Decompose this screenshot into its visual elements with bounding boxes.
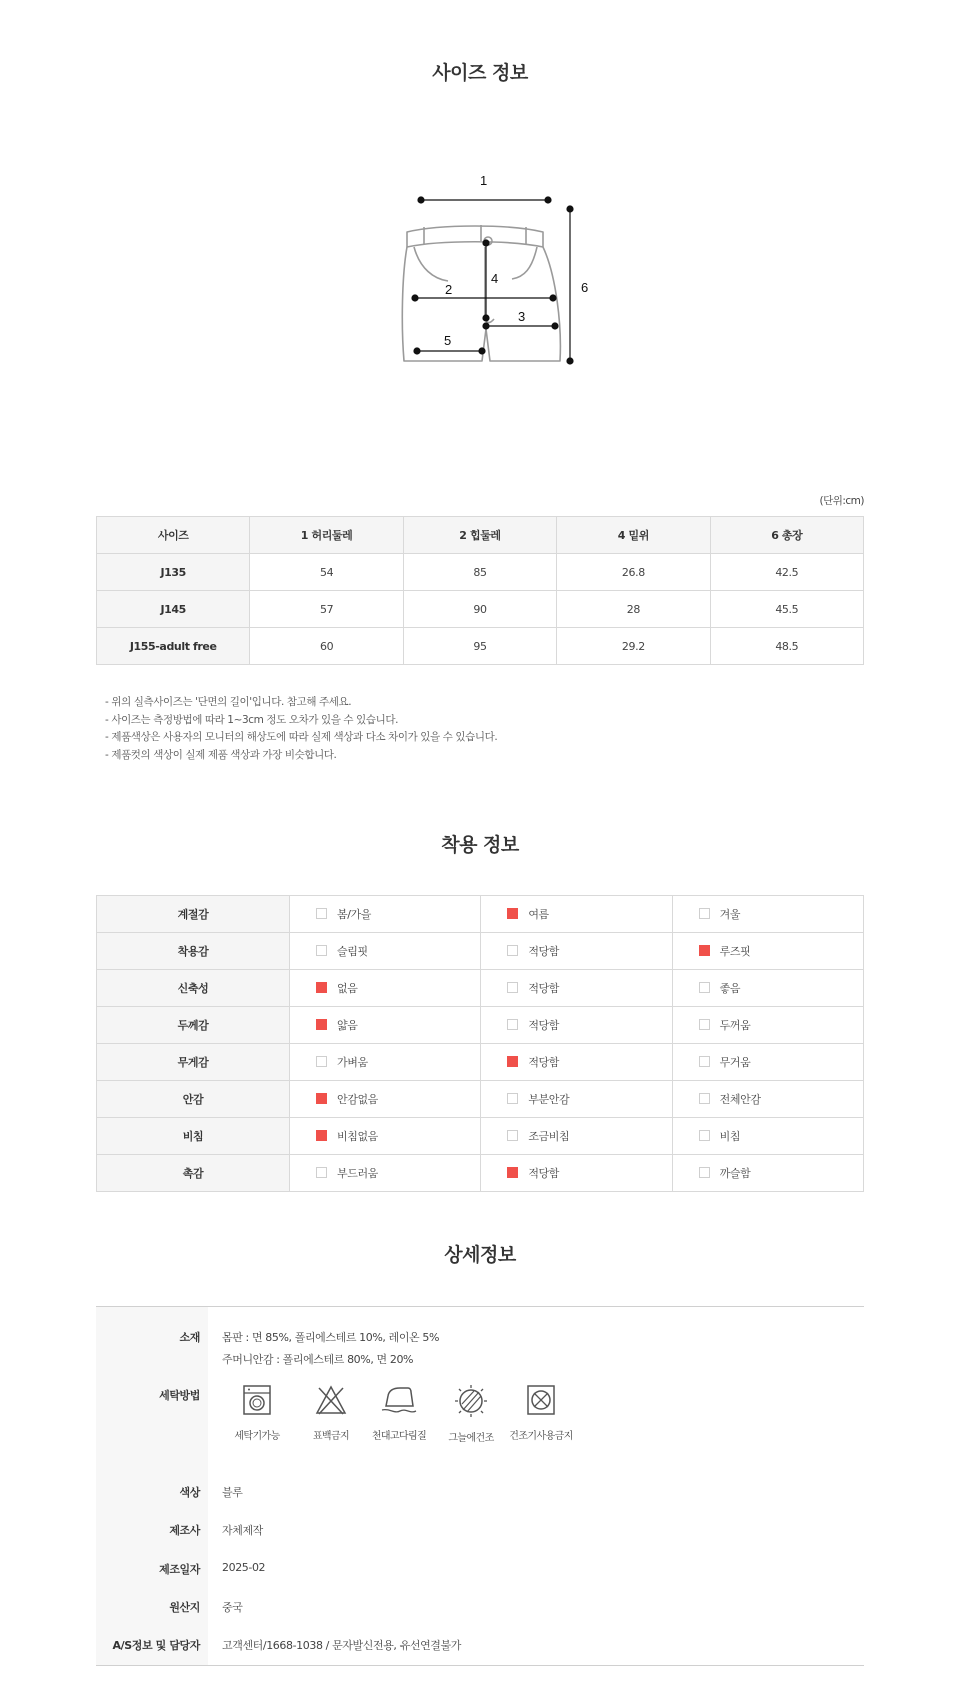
washing-machine-icon bbox=[242, 1384, 272, 1416]
maker-label: 제조사 bbox=[169, 1524, 200, 1537]
wear-row bbox=[97, 970, 864, 1007]
wear-option-label: 부분안감 bbox=[528, 1093, 570, 1106]
color-label: 색상 bbox=[179, 1486, 200, 1499]
wear-option bbox=[672, 1007, 863, 1044]
wear-option-label: 비침 bbox=[719, 1130, 741, 1143]
iron-cloth-icon bbox=[380, 1384, 418, 1416]
wear-row-label: 두께감 bbox=[97, 1007, 290, 1044]
wear-option bbox=[290, 933, 481, 970]
wear-option-label: 가벼움 bbox=[337, 1056, 368, 1069]
checked-box-icon bbox=[507, 1056, 518, 1067]
wear-option bbox=[290, 1007, 481, 1044]
size-name-cell: J135 bbox=[97, 554, 250, 591]
checked-box-icon bbox=[507, 908, 518, 919]
shorts-diagram-svg bbox=[390, 165, 600, 375]
wear-section-title: 착용 정보 bbox=[441, 834, 519, 856]
size-value-cell: 26.8 bbox=[557, 554, 710, 591]
wear-option-label: 안감없음 bbox=[337, 1093, 378, 1106]
detail-info-table bbox=[96, 1306, 864, 1666]
origin-label: 원산지 bbox=[169, 1601, 200, 1614]
size-value-cell: 60 bbox=[250, 628, 403, 665]
size-table-header-row bbox=[97, 517, 864, 554]
material-label: 소재 bbox=[179, 1331, 200, 1344]
unchecked-box-icon bbox=[699, 1056, 710, 1067]
color-value: 블루 bbox=[222, 1486, 243, 1499]
checked-box-icon bbox=[316, 1019, 327, 1030]
wear-option-label: 까슬함 bbox=[719, 1167, 751, 1180]
size-table-row bbox=[97, 591, 864, 628]
washing-item-label: 건조기사용금지 bbox=[509, 1431, 573, 1442]
wear-option bbox=[290, 1081, 481, 1118]
size-value-cell: 29.2 bbox=[557, 628, 710, 665]
unchecked-box-icon bbox=[699, 908, 710, 919]
note-line: - 사이즈는 측정방법에 따라 1~3cm 정도 오차가 있을 수 있습니다. bbox=[105, 713, 399, 726]
size-value-cell: 54 bbox=[250, 554, 403, 591]
origin-value: 중국 bbox=[222, 1601, 243, 1614]
wear-row-label: 무게감 bbox=[97, 1044, 290, 1081]
wear-row-label: 착용감 bbox=[97, 933, 290, 970]
wear-option-label: 여름 bbox=[528, 908, 549, 921]
wear-row-label: 안감 bbox=[97, 1081, 290, 1118]
wear-option-label: 적당함 bbox=[528, 1056, 560, 1069]
no-tumble-dry-icon bbox=[526, 1384, 556, 1416]
no-bleach-icon bbox=[314, 1384, 348, 1416]
wear-row bbox=[97, 1007, 864, 1044]
wear-row bbox=[97, 1081, 864, 1118]
washing-item bbox=[436, 1384, 506, 1444]
wear-option-label: 전체안감 bbox=[719, 1093, 761, 1106]
wear-option-label: 봄/가을 bbox=[337, 908, 371, 921]
size-table-row bbox=[97, 554, 864, 591]
wear-option bbox=[481, 1081, 672, 1118]
washing-item-label: 천대고다림질 bbox=[371, 1431, 427, 1442]
wear-option bbox=[290, 1118, 481, 1155]
wear-option bbox=[672, 1044, 863, 1081]
maker-value: 자체제작 bbox=[222, 1524, 263, 1537]
wear-option bbox=[290, 896, 481, 933]
unchecked-box-icon bbox=[507, 1130, 518, 1141]
wear-option bbox=[672, 1118, 863, 1155]
wear-row bbox=[97, 933, 864, 970]
note-line: - 제품색상은 사용자의 모니터의 해상도에 따라 실제 색상과 다소 차이가 있을 수 있습니다. bbox=[105, 731, 498, 743]
wear-option bbox=[481, 896, 672, 933]
note-line: - 위의 실측사이즈는 '단면의 길이'입니다. 참고해 주세요. bbox=[105, 696, 352, 708]
unit-label: (단위:cm) bbox=[819, 495, 864, 507]
size-table-header: 4 밑위 bbox=[557, 517, 710, 554]
unchecked-box-icon bbox=[507, 1019, 518, 1030]
checked-box-icon bbox=[316, 1093, 327, 1104]
washing-item bbox=[222, 1384, 292, 1442]
size-value-cell: 57 bbox=[250, 591, 403, 628]
date-value: 2025-02 bbox=[222, 1561, 266, 1574]
size-table-row bbox=[97, 628, 864, 665]
washing-icons bbox=[222, 1384, 582, 1464]
measure-label-2: 2 bbox=[445, 282, 453, 297]
unchecked-box-icon bbox=[316, 908, 327, 919]
wear-option bbox=[481, 1155, 672, 1192]
wear-option-label: 없음 bbox=[337, 982, 358, 995]
size-value-cell: 48.5 bbox=[710, 628, 863, 665]
wear-row bbox=[97, 1044, 864, 1081]
size-value-cell: 45.5 bbox=[710, 591, 863, 628]
wear-option bbox=[672, 970, 863, 1007]
size-value-cell: 42.5 bbox=[710, 554, 863, 591]
unchecked-box-icon bbox=[699, 1093, 710, 1104]
unchecked-box-icon bbox=[699, 1167, 710, 1178]
wear-option-label: 좋음 bbox=[719, 982, 741, 995]
measure-label-4: 4 bbox=[491, 271, 499, 286]
shorts-measurement-diagram bbox=[390, 165, 600, 375]
as-info-value: 고객센터/1668-1038 / 문자발신전용, 유선연결불가 bbox=[222, 1639, 461, 1652]
dry-in-shade-icon bbox=[453, 1384, 489, 1418]
wear-option-label: 루즈핏 bbox=[719, 945, 751, 958]
unchecked-box-icon bbox=[316, 1167, 327, 1178]
wear-row bbox=[97, 1155, 864, 1192]
size-table-header: 6 총장 bbox=[710, 517, 863, 554]
measure-label-1: 1 bbox=[480, 173, 488, 188]
washing-item-label: 표백금지 bbox=[312, 1431, 350, 1442]
size-section-title: 사이즈 정보 bbox=[432, 62, 528, 84]
wear-option-label: 무거움 bbox=[719, 1056, 751, 1069]
washing-item-label: 세탁기가능 bbox=[234, 1431, 280, 1442]
detail-section-title: 상세정보 bbox=[444, 1244, 516, 1266]
size-value-cell: 95 bbox=[403, 628, 556, 665]
wear-option-label: 부드러움 bbox=[337, 1167, 378, 1180]
washing-item bbox=[506, 1384, 576, 1442]
checked-box-icon bbox=[316, 982, 327, 993]
as-info-label: A/S정보 및 담당자 bbox=[112, 1639, 200, 1652]
wear-option-label: 적당함 bbox=[528, 1019, 560, 1032]
wear-option bbox=[481, 1007, 672, 1044]
wear-option bbox=[290, 1044, 481, 1081]
wear-option-label: 조금비침 bbox=[528, 1130, 570, 1143]
checked-box-icon bbox=[507, 1167, 518, 1178]
wear-info-table bbox=[96, 895, 864, 1192]
wear-option-label: 얇음 bbox=[337, 1019, 358, 1032]
wear-option bbox=[481, 933, 672, 970]
unchecked-box-icon bbox=[316, 1056, 327, 1067]
washing-item bbox=[296, 1384, 366, 1442]
unchecked-box-icon bbox=[316, 945, 327, 956]
wear-row bbox=[97, 896, 864, 933]
washing-item bbox=[364, 1384, 434, 1442]
unchecked-box-icon bbox=[507, 945, 518, 956]
size-name-cell: J155-adult free bbox=[97, 628, 250, 665]
wear-option bbox=[481, 1044, 672, 1081]
wear-option-label: 두꺼움 bbox=[719, 1019, 751, 1032]
material-line: 몸판 : 면 85%, 폴리에스테르 10%, 레이온 5% bbox=[222, 1331, 440, 1344]
size-value-cell: 28 bbox=[557, 591, 710, 628]
size-table-header: 2 힙둘레 bbox=[403, 517, 556, 554]
checked-box-icon bbox=[699, 945, 710, 956]
size-value-cell: 90 bbox=[403, 591, 556, 628]
wear-row bbox=[97, 1118, 864, 1155]
checked-box-icon bbox=[316, 1130, 327, 1141]
wear-row-label: 촉감 bbox=[97, 1155, 290, 1192]
wear-option-label: 적당함 bbox=[528, 945, 560, 958]
size-table bbox=[96, 516, 864, 665]
unchecked-box-icon bbox=[699, 1019, 710, 1030]
material-line: 주머니안감 : 폴리에스테르 80%, 면 20% bbox=[222, 1353, 414, 1366]
wear-option bbox=[290, 970, 481, 1007]
size-table-header: 사이즈 bbox=[97, 517, 250, 554]
wear-row-label: 계절감 bbox=[97, 896, 290, 933]
measure-label-6: 6 bbox=[581, 280, 589, 295]
measure-label-3: 3 bbox=[518, 309, 526, 324]
wear-option-label: 비침없음 bbox=[337, 1130, 378, 1143]
unchecked-box-icon bbox=[507, 982, 518, 993]
size-name-cell: J145 bbox=[97, 591, 250, 628]
unchecked-box-icon bbox=[699, 982, 710, 993]
wear-option bbox=[290, 1155, 481, 1192]
measure-label-5: 5 bbox=[444, 333, 452, 348]
wear-option bbox=[672, 896, 863, 933]
wear-option bbox=[672, 1081, 863, 1118]
wear-row-label: 비침 bbox=[97, 1118, 290, 1155]
unchecked-box-icon bbox=[507, 1093, 518, 1104]
wear-option bbox=[481, 1118, 672, 1155]
wear-option-label: 슬림핏 bbox=[337, 945, 368, 958]
size-value-cell: 85 bbox=[403, 554, 556, 591]
wear-option-label: 겨울 bbox=[719, 908, 741, 921]
unchecked-box-icon bbox=[699, 1130, 710, 1141]
wear-option bbox=[481, 970, 672, 1007]
wear-option bbox=[672, 933, 863, 970]
wear-option-label: 적당함 bbox=[528, 1167, 560, 1180]
wear-option-label: 적당함 bbox=[528, 982, 560, 995]
wear-option bbox=[672, 1155, 863, 1192]
washing-label: 세탁방법 bbox=[159, 1389, 200, 1402]
wear-row-label: 신축성 bbox=[97, 970, 290, 1007]
washing-item-label: 그늘에건조 bbox=[448, 1433, 494, 1444]
size-notes bbox=[105, 694, 497, 764]
size-table-header: 1 허리둘레 bbox=[250, 517, 403, 554]
note-line: - 제품컷의 색상이 실제 제품 색상과 가장 비슷합니다. bbox=[105, 748, 337, 761]
date-label: 제조일자 bbox=[159, 1563, 200, 1576]
